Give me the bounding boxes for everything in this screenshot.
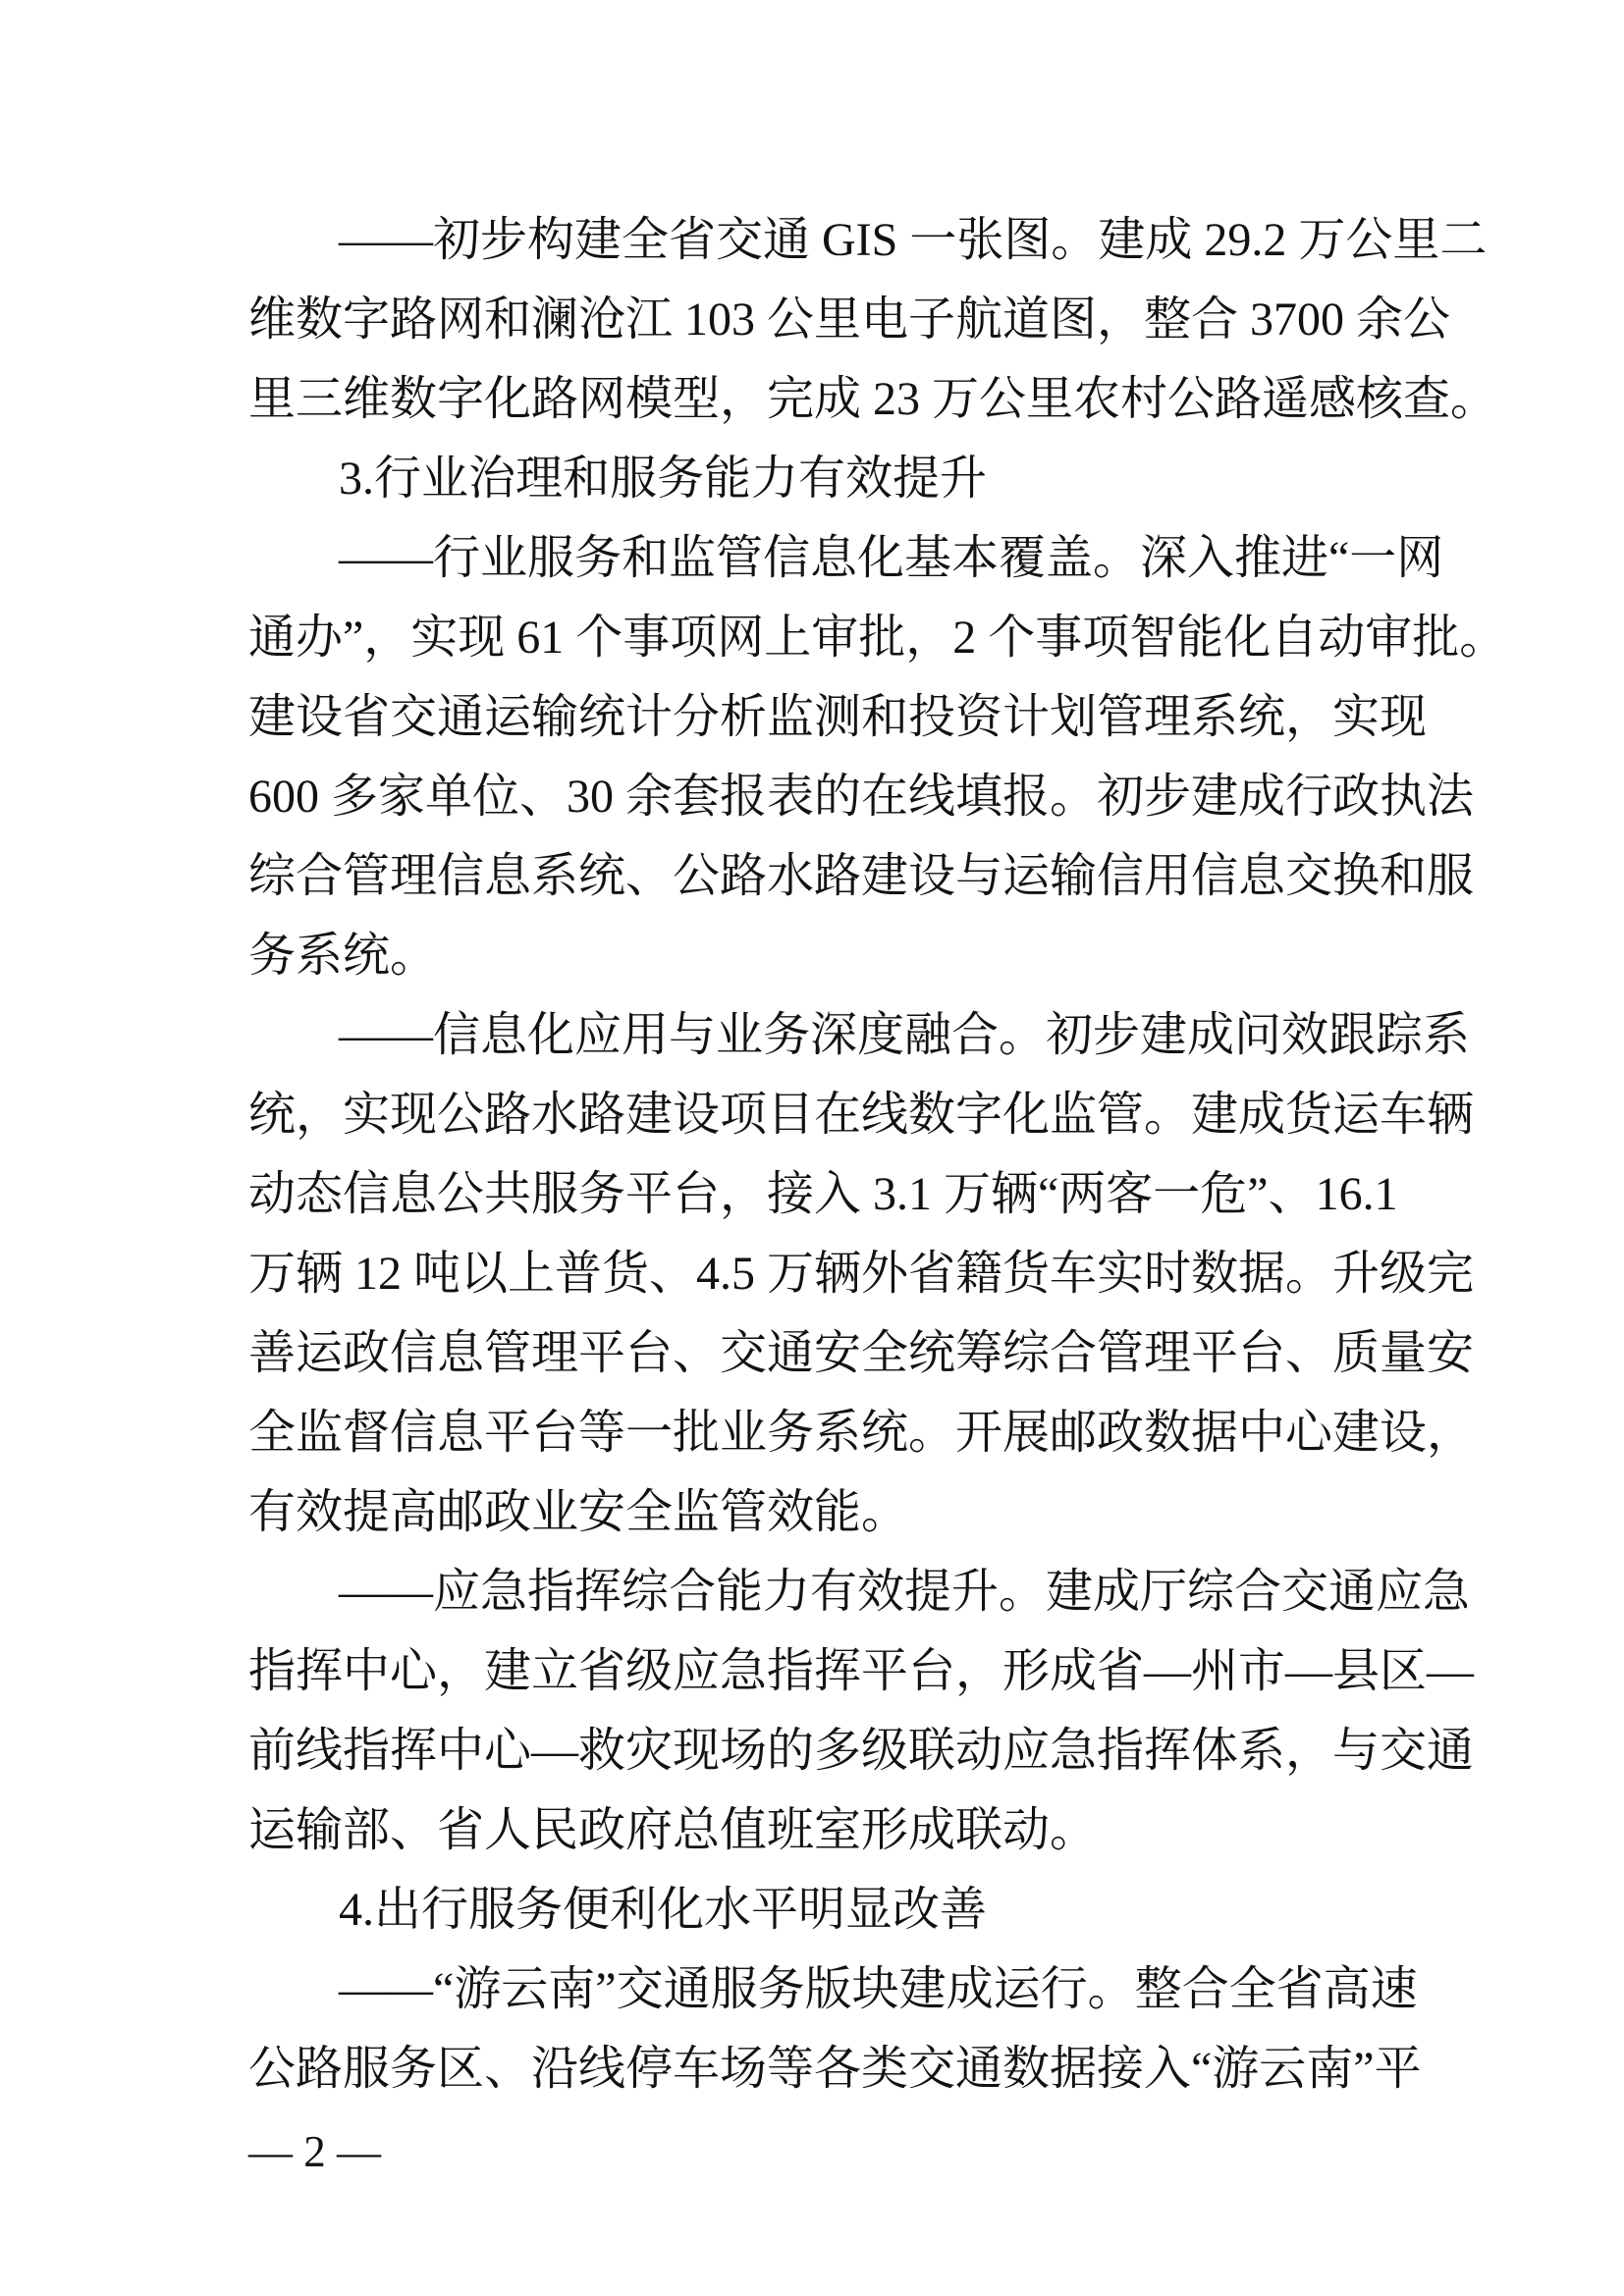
text-line: ——行业服务和监管信息化基本覆盖。深入推进“一网 <box>339 532 1444 584</box>
text-line: 务系统。 <box>248 930 438 982</box>
text-line: 全监督信息平台等一批业务系统。开展邮政数据中心建设， <box>248 1407 1475 1459</box>
text-line: 600 多家单位、30 余套报表的在线填报。初步建成行政执法 <box>248 771 1475 823</box>
page-number: — 2 — <box>248 2127 381 2176</box>
text-line: 善运政信息管理平台、交通安全统筹综合管理平台、质量安 <box>248 1327 1475 1379</box>
text-line: 指挥中心，建立省级应急指挥平台，形成省—州市—县区— <box>248 1645 1475 1697</box>
text-line: 维数字路网和澜沧江 103 公里电子航道图，整合 3700 余公 <box>248 294 1451 346</box>
text-line: 综合管理信息系统、公路水路建设与运输信用信息交换和服 <box>248 850 1475 902</box>
text-line: ——“游云南”交通服务版块建成运行。整合全省高速 <box>339 1963 1418 2015</box>
text-line: 有效提高邮政业安全监管效能。 <box>248 1486 909 1538</box>
text-line: 4.出行服务便利化水平明显改善 <box>339 1884 988 1936</box>
text-line: 动态信息公共服务平台，接入 3.1 万辆“两客一危”、16.1 <box>248 1168 1398 1220</box>
text-line: 万辆 12 吨以上普货、4.5 万辆外省籍货车实时数据。升级完 <box>248 1248 1475 1300</box>
text-line: ——信息化应用与业务深度融合。初步建成问效跟踪系 <box>339 1009 1471 1061</box>
text-line: 前线指挥中心—救灾现场的多级联动应急指挥体系，与交通 <box>248 1725 1475 1777</box>
text-line: 运输部、省人民政府总值班室形成联动。 <box>248 1804 1098 1856</box>
text-line: 统，实现公路水路建设项目在线数字化监管。建成货运车辆 <box>248 1089 1475 1141</box>
text-line: 建设省交通运输统计分析监测和投资计划管理系统，实现 <box>248 691 1428 743</box>
text-line: ——初步构建全省交通 GIS 一张图。建成 29.2 万公里二 <box>339 214 1488 266</box>
text-line: 里三维数字化路网模型，完成 23 万公里农村公路遥感核查。 <box>248 373 1498 425</box>
body-text-block <box>248 200 1507 2109</box>
text-line: 3.行业治理和服务能力有效提升 <box>339 453 988 505</box>
text-line: 通办”，实现 61 个事项网上审批，2 个事项智能化自动审批。 <box>248 612 1507 664</box>
text-line: 公路服务区、沿线停车场等各类交通数据接入“游云南”平 <box>248 2043 1422 2095</box>
text-line: ——应急指挥综合能力有效提升。建成厅综合交通应急 <box>339 1566 1471 1618</box>
